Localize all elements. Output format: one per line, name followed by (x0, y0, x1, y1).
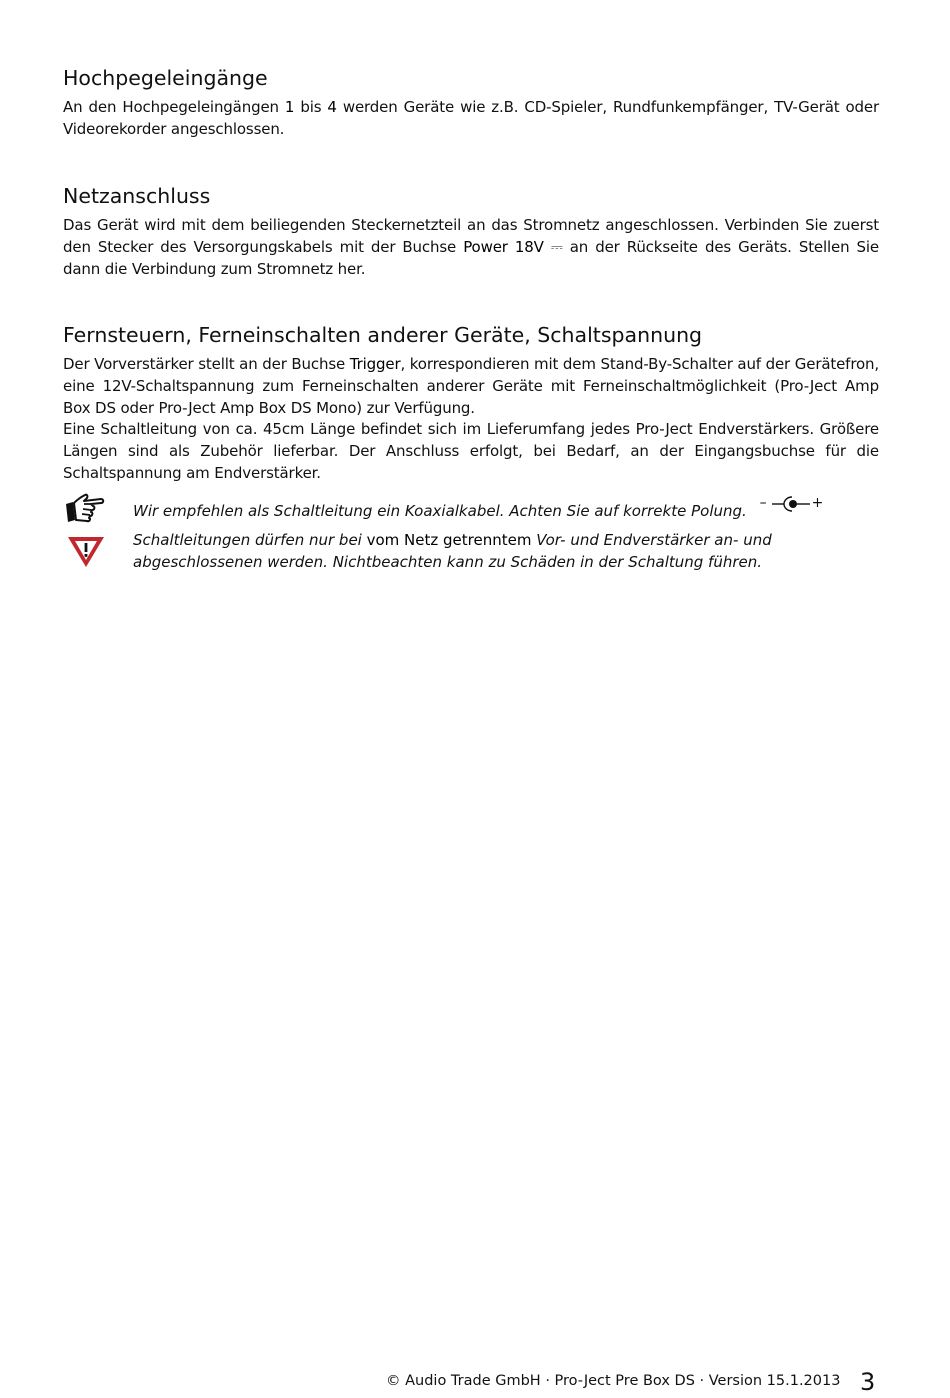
text: Das Gerät wird mit dem beiliegenden Steckernetzteil an das Stromnetz angeschlossen. Verbinden Sie zuerst den Stecker des Versorgungskabels mit der Buchse (63, 216, 879, 256)
text: Eine Schaltleitung von ca. 45cm Länge befindet sich im Lieferumfang jedes Pro-Ject Endverstärkers. Größere Längen sind als Zubehör lieferbar. Der Anschluss erfolgt, bei Bedarf, an der Eingangsbuchse für die Schaltspannung am Endverstärker. (63, 420, 879, 482)
heading-hochpegeleingaenge: Hochpegeleingänge (63, 66, 268, 90)
pointing-hand-icon (63, 490, 107, 530)
text: bis (294, 98, 328, 116)
text: Der Vorverstärker stellt an der Buchse (63, 355, 350, 373)
emphasis-vom-netz-getrenntem: vom Netz getrenntem (366, 531, 532, 549)
footer-text: © Audio Trade GmbH · Pro-Ject Pre Box DS · Version 15.1.2013 (386, 1373, 841, 1389)
heading-fernsteuern: Fernsteuern, Ferneinschalten anderer Geräte, Schaltspannung (63, 323, 703, 347)
paragraph-netzanschluss (63, 215, 879, 280)
input-number-4: 4 (327, 98, 337, 116)
paragraph-fernsteuern (63, 354, 879, 485)
text: an der Rückseite des Geräts. Stellen Sie dann die Verbindung zum Stromnetz her. (63, 237, 880, 278)
note-text: Wir empfehlen als Schaltleitung ein Koaxialkabel. Achten Sie auf korrekte Polung. (133, 502, 747, 520)
text: werden Geräte wie z.B. CD-Spieler, Rundfunkempfänger, TV-Gerät oder Videorekorder angeschlossen. (63, 98, 880, 138)
power-socket-label: Power 18V (463, 237, 544, 256)
note-warning (133, 530, 885, 574)
polarity-minus-label: – (759, 495, 767, 511)
trigger-socket-label: Trigger (349, 355, 401, 373)
polarity-plus-label: + (811, 495, 824, 511)
coax-polarity-icon (772, 495, 816, 513)
page-number: 3 (860, 1368, 876, 1396)
text: , korrespondieren mit dem Stand-By-Schalter auf der Gerätefron, eine 12V-Schaltspannung zum Ferneinschalten anderer Geräte mit Ferneinschaltmöglichkeit (Pro-Ject Amp Box DS oder Pro-Ject Amp Box DS Mono) zur Verfügung. (63, 355, 880, 417)
dc-symbol-icon: ⎓ (550, 237, 563, 256)
polarity-diagram (752, 495, 824, 517)
text: Schaltleitungen dürfen nur bei (133, 531, 367, 549)
input-number-1: 1 (284, 98, 295, 116)
heading-netzanschluss: Netzanschluss (63, 184, 211, 208)
text: Vor- und Endverstärker an- und abgeschlossenen werden. Nichtbeachten kann zu Schäden in der Schaltung führen. (133, 531, 772, 571)
note-koaxialkabel (133, 495, 885, 523)
text: An den Hochpegeleingängen (63, 98, 285, 116)
warning-triangle-icon (66, 534, 106, 574)
paragraph-hochpegeleingaenge (63, 97, 879, 141)
